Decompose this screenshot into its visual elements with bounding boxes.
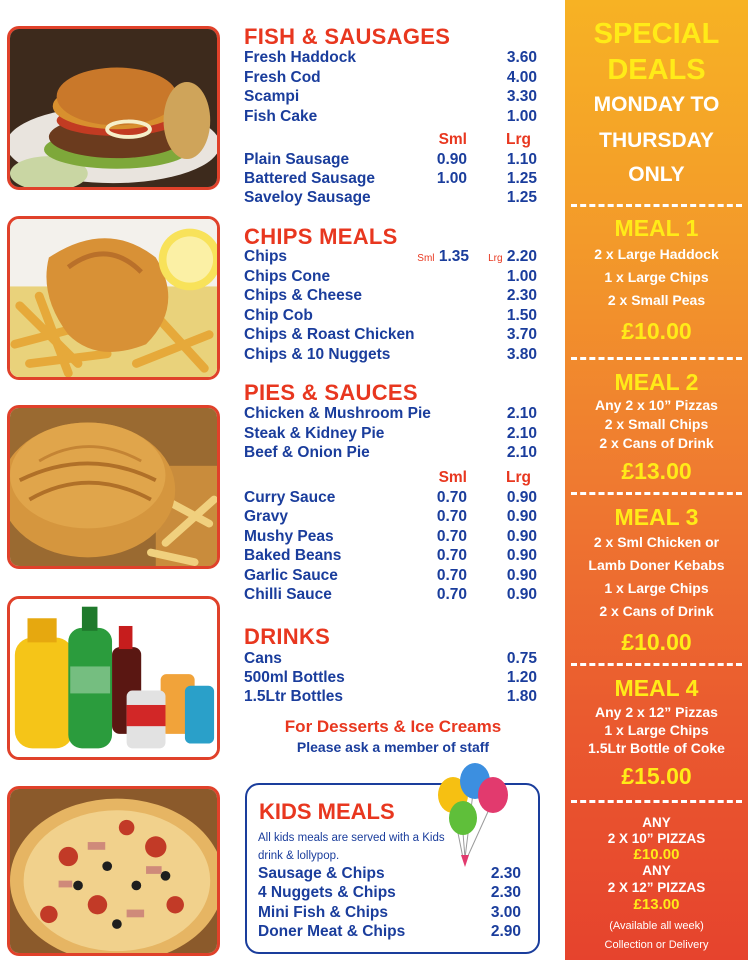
item-name: Scampi bbox=[244, 88, 300, 105]
menu-item bbox=[244, 567, 537, 587]
small-price: 0.70 bbox=[436, 586, 467, 603]
item-name: Curry Sauce bbox=[244, 489, 336, 506]
pie-photo bbox=[7, 405, 220, 569]
menu-item bbox=[244, 425, 537, 445]
item-price: 2.90 bbox=[490, 923, 521, 940]
item-name: Fish Cake bbox=[244, 108, 318, 125]
pizza-photo bbox=[7, 786, 220, 956]
item-name: Saveloy Sausage bbox=[244, 189, 371, 206]
meal-1-line: 2 x Large Haddock bbox=[594, 246, 719, 262]
meal-1-title: MEAL 1 bbox=[614, 215, 699, 241]
special-deals-panel bbox=[565, 0, 748, 960]
staff-note: Please ask a member of staff bbox=[296, 739, 490, 755]
large-price: 2.20 bbox=[506, 248, 537, 265]
small-price: 0.70 bbox=[436, 489, 467, 506]
kids-meals-box bbox=[245, 783, 540, 954]
item-name: Mushy Peas bbox=[244, 528, 334, 545]
menu-item bbox=[244, 586, 537, 606]
menu-item bbox=[244, 669, 537, 689]
desserts-note: For Desserts & Ice Creams bbox=[284, 717, 502, 736]
item-name: Doner Meat & Chips bbox=[258, 923, 406, 940]
meal-3-line: Lamb Doner Kebabs bbox=[588, 557, 725, 573]
meal-1-line: 2 x Small Peas bbox=[607, 292, 706, 308]
meal-4-line: 1.5Ltr Bottle of Coke bbox=[588, 740, 725, 756]
small-header: Sml bbox=[438, 469, 467, 486]
small-price: 1.35 bbox=[438, 248, 469, 265]
item-price: 3.60 bbox=[506, 49, 537, 66]
item-price: 2.10 bbox=[506, 405, 537, 422]
item-name: Baked Beans bbox=[244, 547, 342, 564]
item-name: Cans bbox=[244, 650, 282, 667]
item-name: Chips & Roast Chicken bbox=[244, 326, 415, 343]
item-price: 3.00 bbox=[490, 904, 521, 921]
item-name: Plain Sausage bbox=[244, 151, 350, 168]
item-name: Chilli Sauce bbox=[244, 586, 332, 603]
item-price: 2.30 bbox=[506, 287, 537, 304]
menu-item bbox=[244, 346, 537, 366]
item-price: 1.00 bbox=[506, 108, 537, 125]
divider bbox=[571, 204, 742, 207]
item-name: Chips & Cheese bbox=[244, 287, 363, 304]
meal-2-price: £13.00 bbox=[621, 458, 692, 484]
kids-description: All kids meals are served with a Kids drink & lollypop. bbox=[258, 832, 445, 862]
menu-item bbox=[244, 170, 537, 190]
meal-1-price: £10.00 bbox=[621, 318, 692, 344]
drinks-photo bbox=[7, 596, 220, 760]
pies-section-title: PIES & SAUCES bbox=[244, 380, 418, 405]
item-name: Fresh Cod bbox=[244, 69, 321, 86]
item-price: 1.50 bbox=[506, 307, 537, 324]
any-pizza-line: 2 X 12” PIZZAS bbox=[607, 880, 706, 895]
large-label: Lrg bbox=[488, 253, 503, 264]
meal-3-price: £10.00 bbox=[621, 629, 692, 655]
menu-item bbox=[244, 69, 537, 89]
deals-days-3: ONLY bbox=[628, 163, 685, 186]
meal-3-line: 1 x Large Chips bbox=[604, 580, 709, 596]
menu-item bbox=[244, 189, 537, 209]
large-price: 1.10 bbox=[506, 151, 537, 168]
small-price: 0.90 bbox=[436, 151, 467, 168]
menu-item bbox=[244, 547, 537, 567]
meal-2-line: Any 2 x 10” Pizzas bbox=[595, 397, 718, 413]
menu-item bbox=[244, 151, 537, 171]
divider bbox=[571, 492, 742, 495]
item-name: Beef & Onion Pie bbox=[244, 444, 370, 461]
item-price: 1.80 bbox=[506, 688, 537, 705]
item-name: Sausage & Chips bbox=[258, 865, 385, 882]
small-label: Sml bbox=[417, 253, 435, 264]
meal-2-line: 2 x Cans of Drink bbox=[599, 435, 714, 451]
small-price: 0.70 bbox=[436, 567, 467, 584]
deals-title-2: DEALS bbox=[607, 54, 706, 86]
menu-item bbox=[244, 650, 537, 670]
fish-section-title: FISH & SAUSAGES bbox=[244, 24, 451, 49]
item-price: 2.30 bbox=[490, 884, 521, 901]
kids-menu-item bbox=[258, 904, 521, 924]
item-price: 2.10 bbox=[506, 444, 537, 461]
item-name: Garlic Sauce bbox=[244, 567, 338, 584]
menu-item bbox=[244, 444, 537, 464]
menu-item bbox=[244, 307, 537, 327]
menu-item bbox=[244, 108, 537, 128]
item-name: Steak & Kidney Pie bbox=[244, 425, 385, 442]
burger-photo bbox=[7, 26, 220, 190]
menu-item bbox=[244, 49, 537, 69]
balloons-icon bbox=[433, 763, 513, 873]
meal-3-line: 2 x Sml Chicken or bbox=[593, 534, 720, 550]
fish-and-chips-photo bbox=[7, 216, 220, 380]
availability-note: (Available all week) bbox=[609, 920, 704, 932]
divider bbox=[571, 663, 742, 666]
item-price: 3.70 bbox=[506, 326, 537, 343]
menu-item bbox=[244, 248, 537, 268]
large-price: 1.25 bbox=[506, 170, 537, 187]
large-header: Lrg bbox=[506, 131, 531, 148]
item-price: 3.80 bbox=[506, 346, 537, 363]
large-price: 0.90 bbox=[506, 489, 537, 506]
item-name: Fresh Haddock bbox=[244, 49, 356, 66]
size-header bbox=[244, 469, 537, 489]
menu-item bbox=[244, 688, 537, 708]
large-price: 0.90 bbox=[506, 567, 537, 584]
item-name: Chip Cob bbox=[244, 307, 313, 324]
small-price: 1.00 bbox=[436, 170, 467, 187]
menu-item bbox=[244, 508, 537, 528]
item-name: Mini Fish & Chips bbox=[258, 904, 389, 921]
delivery-note: Collection or Delivery bbox=[604, 939, 709, 951]
small-price: 0.70 bbox=[436, 528, 467, 545]
meal-4-line: 1 x Large Chips bbox=[604, 722, 709, 738]
meal-4-title: MEAL 4 bbox=[614, 675, 699, 701]
item-price: 3.30 bbox=[506, 88, 537, 105]
item-price: 1.20 bbox=[506, 669, 537, 686]
any-pizza-line: ANY bbox=[642, 815, 671, 830]
menu-item bbox=[244, 88, 537, 108]
item-name: 1.5Ltr Bottles bbox=[244, 688, 344, 705]
meal-4-line: Any 2 x 12” Pizzas bbox=[595, 704, 718, 720]
large-price: 0.90 bbox=[506, 547, 537, 564]
chips-section-title: CHIPS MEALS bbox=[244, 224, 398, 249]
any-pizza-line: 2 X 10” PIZZAS bbox=[607, 831, 706, 846]
item-price: 2.30 bbox=[490, 865, 521, 882]
drinks-section-title: DRINKS bbox=[244, 624, 331, 649]
divider bbox=[571, 800, 742, 803]
any-pizza-price: £10.00 bbox=[633, 846, 680, 863]
small-header: Sml bbox=[438, 131, 467, 148]
item-name: Battered Sausage bbox=[244, 170, 375, 187]
deals-days-1: MONDAY TO bbox=[593, 93, 720, 116]
kids-menu-item bbox=[258, 865, 521, 885]
any-pizza-price: £13.00 bbox=[633, 896, 680, 913]
menu-item bbox=[244, 528, 537, 548]
small-price-group bbox=[417, 248, 469, 266]
menu-item bbox=[244, 268, 537, 288]
large-price: 0.90 bbox=[506, 508, 537, 525]
divider bbox=[571, 357, 742, 360]
item-price: 1.00 bbox=[506, 268, 537, 285]
menu-item bbox=[244, 287, 537, 307]
large-header: Lrg bbox=[506, 469, 531, 486]
meal-4-price: £15.00 bbox=[621, 763, 692, 789]
item-price: 0.75 bbox=[506, 650, 537, 667]
meal-3-line: 2 x Cans of Drink bbox=[599, 603, 714, 619]
item-name: 4 Nuggets & Chips bbox=[258, 884, 396, 901]
deals-days-2: THURSDAY bbox=[599, 129, 714, 152]
item-name: Chips Cone bbox=[244, 268, 331, 285]
item-price: 4.00 bbox=[506, 69, 537, 86]
meal-2-line: 2 x Small Chips bbox=[604, 416, 709, 432]
size-header bbox=[244, 131, 537, 151]
small-price: 0.70 bbox=[436, 508, 467, 525]
item-name: Chips bbox=[244, 248, 288, 265]
menu-item bbox=[244, 405, 537, 425]
meal-3-title: MEAL 3 bbox=[614, 504, 699, 530]
kids-menu-item bbox=[258, 923, 521, 943]
item-name: 500ml Bottles bbox=[244, 669, 345, 686]
large-price: 1.25 bbox=[506, 189, 537, 206]
small-price: 0.70 bbox=[436, 547, 467, 564]
large-price: 0.90 bbox=[506, 528, 537, 545]
large-price-group bbox=[488, 248, 537, 266]
item-price: 2.10 bbox=[506, 425, 537, 442]
deals-title-1: SPECIAL bbox=[593, 18, 720, 50]
meal-1-line: 1 x Large Chips bbox=[604, 269, 709, 285]
kids-section-title: KIDS MEALS bbox=[259, 799, 395, 824]
item-name: Chicken & Mushroom Pie bbox=[244, 405, 431, 422]
item-name: Gravy bbox=[244, 508, 288, 525]
kids-menu-item bbox=[258, 884, 521, 904]
menu-item bbox=[244, 489, 537, 509]
large-price: 0.90 bbox=[506, 586, 537, 603]
menu-item bbox=[244, 326, 537, 346]
meal-2-title: MEAL 2 bbox=[614, 369, 699, 395]
any-pizza-line: ANY bbox=[642, 863, 671, 878]
item-name: Chips & 10 Nuggets bbox=[244, 346, 391, 363]
